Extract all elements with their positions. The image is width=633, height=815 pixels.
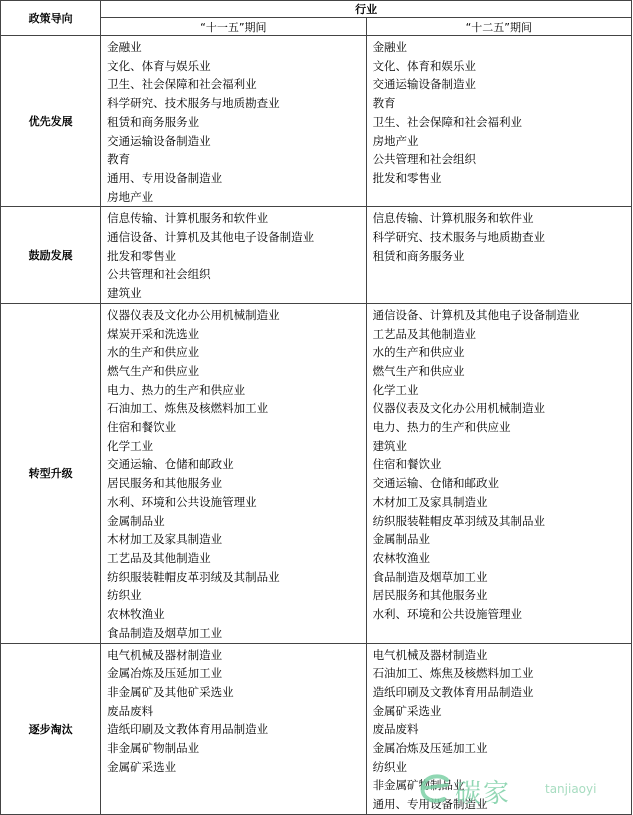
industry-list-cell xyxy=(101,303,366,643)
industry-item: 交通运输、仓储和邮政业 xyxy=(107,457,234,472)
industry-item: 交通运输设备制造业 xyxy=(107,133,211,148)
industry-item: 公共管理和社会组织 xyxy=(107,267,211,282)
industry-item: 卫生、社会保障和社会福利业 xyxy=(107,77,257,92)
header-policy: 政策导向 xyxy=(1,1,101,36)
industry-item: 批发和零售业 xyxy=(107,248,177,263)
industry-item: 金融业 xyxy=(372,40,408,54)
industry-item: 化学工业 xyxy=(372,382,419,397)
industry-item: 教育 xyxy=(107,152,131,167)
industry-item: 水利、环境和公共设施管理业 xyxy=(107,494,257,509)
industry-item: 信息传输、计算机服务和软件业 xyxy=(107,211,269,226)
industry-item: 废品废料 xyxy=(372,722,419,737)
industry-item: 纺织业 xyxy=(107,588,142,603)
industry-item: 金融业 xyxy=(107,40,142,54)
industry-item: 工艺品及其他制造业 xyxy=(372,326,477,341)
leaf-logo-icon xyxy=(417,771,457,807)
industry-item: 文化、体育与娱乐业 xyxy=(107,58,211,73)
industry-item: 教育 xyxy=(372,96,396,111)
industry-item: 农林牧渔业 xyxy=(107,607,165,622)
industry-item: 石油加工、炼焦及核燃料加工业 xyxy=(372,666,534,681)
policy-cell: 优先发展 xyxy=(1,36,101,207)
industry-item: 燃气生产和供应业 xyxy=(107,363,200,378)
header-industry: 行业 xyxy=(101,1,632,18)
industry-item: 电气机械及器材制造业 xyxy=(107,647,223,662)
industry-item: 科学研究、技术服务与地质勘查业 xyxy=(372,230,546,245)
industry-item: 房地产业 xyxy=(107,189,154,204)
industry-item: 石油加工、炼焦及核燃料加工业 xyxy=(107,401,269,416)
industry-list xyxy=(107,38,365,206)
industry-item: 批发和零售业 xyxy=(372,170,442,185)
industry-item: 科学研究、技术服务与地质勘查业 xyxy=(107,96,280,111)
industry-item: 通用、专用设备制造业 xyxy=(372,797,488,812)
industry-item: 金属制品业 xyxy=(372,532,431,547)
industry-item: 金属矿采选业 xyxy=(372,703,442,718)
industry-item: 造纸印刷及文教体育用品制造业 xyxy=(372,684,534,699)
industry-item: 纺织服装鞋帽皮革羽绒及其制品业 xyxy=(107,569,280,584)
industry-item: 食品制造及烟草加工业 xyxy=(107,625,223,640)
industry-item: 金属制品业 xyxy=(107,513,165,528)
industry-item: 电力、热力的生产和供应业 xyxy=(107,382,246,397)
industry-item: 房地产业 xyxy=(372,133,419,148)
industry-item: 公共管理和社会组织 xyxy=(372,152,477,167)
industry-item: 水的生产和供应业 xyxy=(372,345,465,360)
table-row xyxy=(1,303,632,643)
industry-list xyxy=(107,306,365,643)
industry-item: 仪器仪表及文化办公用机械制造业 xyxy=(107,307,280,322)
industry-item: 金属冶炼及压延加工业 xyxy=(107,666,223,681)
industry-item: 交通运输、仓储和邮政业 xyxy=(372,476,500,491)
industry-item: 电力、热力的生产和供应业 xyxy=(372,420,511,435)
industry-item: 农林牧渔业 xyxy=(372,550,431,565)
industry-item: 燃气生产和供应业 xyxy=(372,363,465,378)
industry-item: 通信设备、计算机及其他电子设备制造业 xyxy=(107,230,315,245)
industry-item: 化学工业 xyxy=(107,438,154,453)
industry-item: 纺织业 xyxy=(372,759,408,774)
industry-item: 非金属矿及其他矿采选业 xyxy=(107,684,234,699)
industry-item: 居民服务和其他服务业 xyxy=(372,588,488,603)
industry-list-cell xyxy=(101,207,366,304)
industry-item: 金属冶炼及压延加工业 xyxy=(372,741,488,756)
industry-item: 非金属矿物制品业 xyxy=(107,741,200,756)
header-period-12: “十二五”期间 xyxy=(366,18,631,36)
industry-list-cell xyxy=(366,36,631,207)
industry-item: 通信设备、计算机及其他电子设备制造业 xyxy=(372,307,580,322)
policy-cell: 逐步淘汰 xyxy=(1,643,101,814)
industry-item: 废品废料 xyxy=(107,703,154,718)
industry-list xyxy=(373,209,631,265)
industry-item: 建筑业 xyxy=(372,438,408,453)
industry-item: 通用、专用设备制造业 xyxy=(107,170,223,185)
industry-item: 租赁和商务服务业 xyxy=(107,114,200,129)
industry-item: 木材加工及家具制造业 xyxy=(107,532,223,547)
industry-item: 煤炭开采和洗选业 xyxy=(107,326,200,341)
industry-list-cell xyxy=(366,303,631,643)
industry-item: 文化、体育和娱乐业 xyxy=(372,58,477,73)
industry-item: 工艺品及其他制造业 xyxy=(107,550,211,565)
industry-item: 交通运输设备制造业 xyxy=(372,77,477,92)
industry-item: 信息传输、计算机服务和软件业 xyxy=(372,211,534,226)
industry-item: 水的生产和供应业 xyxy=(107,345,200,360)
industry-item: 住宿和餐饮业 xyxy=(107,420,177,435)
industry-list xyxy=(373,306,631,624)
industry-item: 非金属矿物制品业 xyxy=(372,778,465,793)
industry-item: 卫生、社会保障和社会福利业 xyxy=(372,114,523,129)
watermark-url: tanjiaoyi xyxy=(545,782,597,796)
watermark-text: 碳家 xyxy=(455,779,512,809)
industry-item: 水利、环境和公共设施管理业 xyxy=(372,607,523,622)
industry-item: 电气机械及器材制造业 xyxy=(372,647,488,662)
industry-list-cell xyxy=(366,207,631,304)
industry-item: 租赁和商务服务业 xyxy=(372,248,465,263)
policy-cell: 转型升级 xyxy=(1,303,101,643)
watermark xyxy=(417,769,627,809)
industry-list-cell xyxy=(101,643,366,814)
industry-list xyxy=(107,209,365,303)
policy-cell: 鼓励发展 xyxy=(1,207,101,304)
industry-item: 住宿和餐饮业 xyxy=(372,457,442,472)
industry-item: 木材加工及家具制造业 xyxy=(372,494,488,509)
table-row xyxy=(1,36,632,207)
industry-item: 纺织服装鞋帽皮革羽绒及其制品业 xyxy=(372,513,546,528)
industry-item: 仪器仪表及文化办公用机械制造业 xyxy=(372,401,546,416)
industry-list xyxy=(373,38,631,188)
industry-item: 建筑业 xyxy=(107,286,142,301)
industry-item: 金属矿采选业 xyxy=(107,759,177,774)
industry-list xyxy=(107,646,365,777)
industry-item: 食品制造及烟草加工业 xyxy=(372,569,488,584)
header-period-11: “十一五”期间 xyxy=(101,18,366,36)
industry-item: 造纸印刷及文教体育用品制造业 xyxy=(107,722,269,737)
industry-item: 居民服务和其他服务业 xyxy=(107,476,223,491)
industry-list-cell xyxy=(101,36,366,207)
table-row xyxy=(1,207,632,304)
